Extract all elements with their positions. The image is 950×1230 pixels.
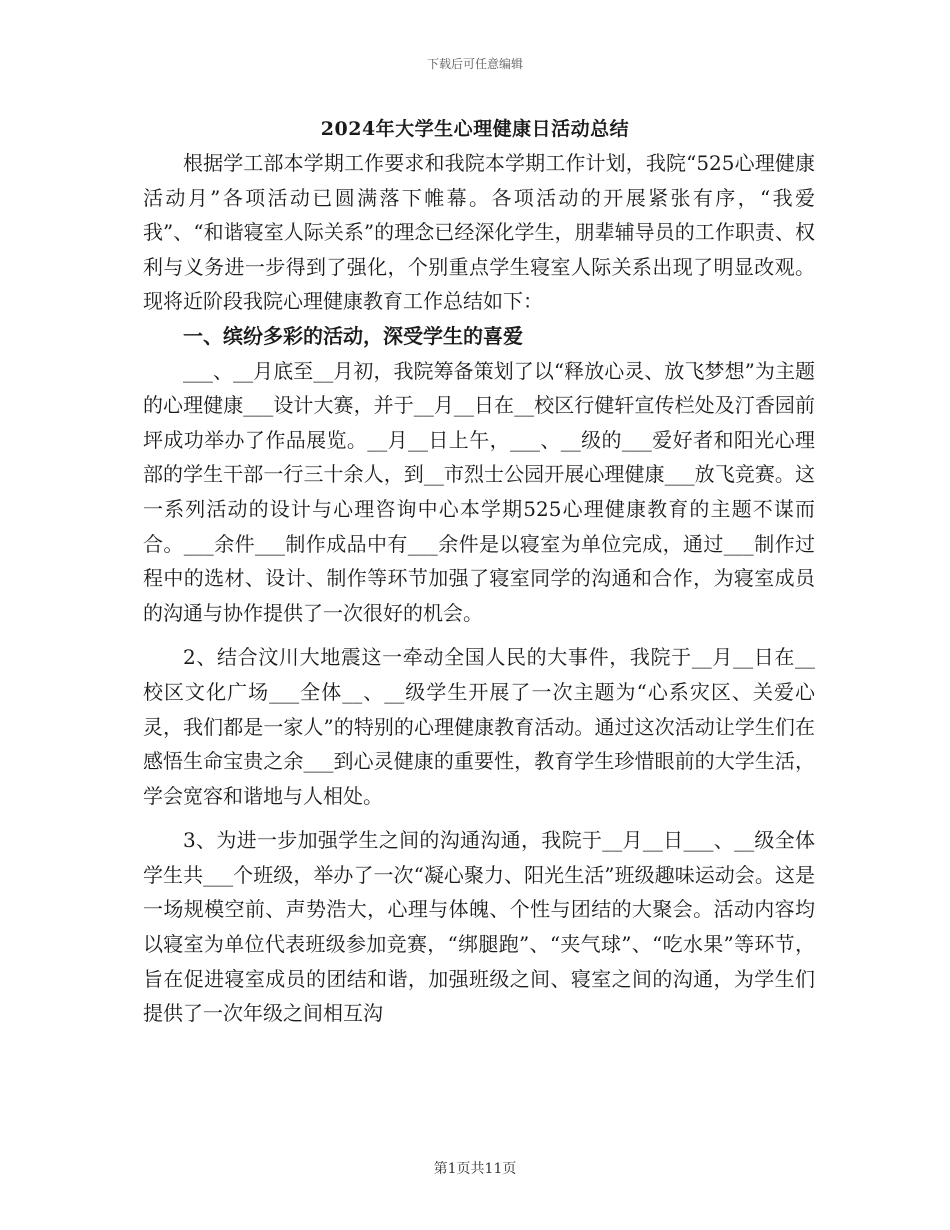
- paragraph-activity-3: 3、为进一步加强学生之间的沟通沟通，我院于__月__日___、__级全体学生共___个班级，举办了一次“凝心聚力、阳光生活”班级趣味运动会。这是一场规模空前、声势浩大，心理与体魄、个性与团结的大聚会。活动内容均以寝室为单位代表班级参加竞赛，“绑腿跑”、“夹气球”、“吃水果”等环节，旨在促进寝室成员的团结和谐，加强班级之间、寝室之间的沟通，为学生们提供了一次年级之间相互沟: [143, 828, 815, 1026]
- document-body: [143, 146, 815, 1031]
- paragraph-intro: 根据学工部本学期工作要求和我院本学期工作计划，我院“525心理健康活动月”各项活动已圆满落下帷幕。各项活动的开展紧张有序，“我爱我”、“和谐寝室人际关系”的理念已经深化学生，朋辈辅导员的工作职责、权利与义务进一步得到了强化，个别重点学生寝室人际关系出现了明显改观。现将近阶段我院心理健康教育工作总结如下：: [143, 151, 815, 314]
- section-heading-1: 一、缤纷多彩的活动，深受学生的喜爱: [183, 323, 523, 348]
- paragraph-activity-2: 2、结合汶川大地震这一牵动全国人民的大事件，我院于__月__日在__校区文化广场___全体__、__级学生开展了一次主题为“心系灾区、关爱心灵，我们都是一家人”的特别的心理健康教育活动。通过这次活动让学生们在感悟生命宝贵之余___到心灵健康的重要性，教育学生珍惜眼前的大学生活，学会宽容和谐地与人相处。: [143, 645, 815, 808]
- document-title: 2024年大学生心理健康日活动总结: [320, 118, 630, 140]
- page-header-note: 下载后可任意编辑: [426, 57, 523, 71]
- page-number-footer: 第1页共11页: [433, 1161, 517, 1177]
- paragraph-activity-1: ___、__月底至__月初，我院筹备策划了以“释放心灵、放飞梦想”为主题的心理健康___设计大赛，并于__月__日在__校区行健轩宣传栏处及汀香园前坪成功举办了作品展览。__月__日上午，___、__级的___爱好者和阳光心理部的学生干部一行三十余人，到__市烈士公园开展心理健康___放飞竞赛。这一系列活动的设计与心理咨询中心本学期525心理健康教育的主题不谋而合。___余件___制作成品中有___余件是以寝室为单位完成，通过___制作过程中的选材、设计、制作等环节加强了寝室同学的沟通和合作，为寝室成员的沟通与协作提供了一次很好的机会。: [143, 358, 815, 625]
